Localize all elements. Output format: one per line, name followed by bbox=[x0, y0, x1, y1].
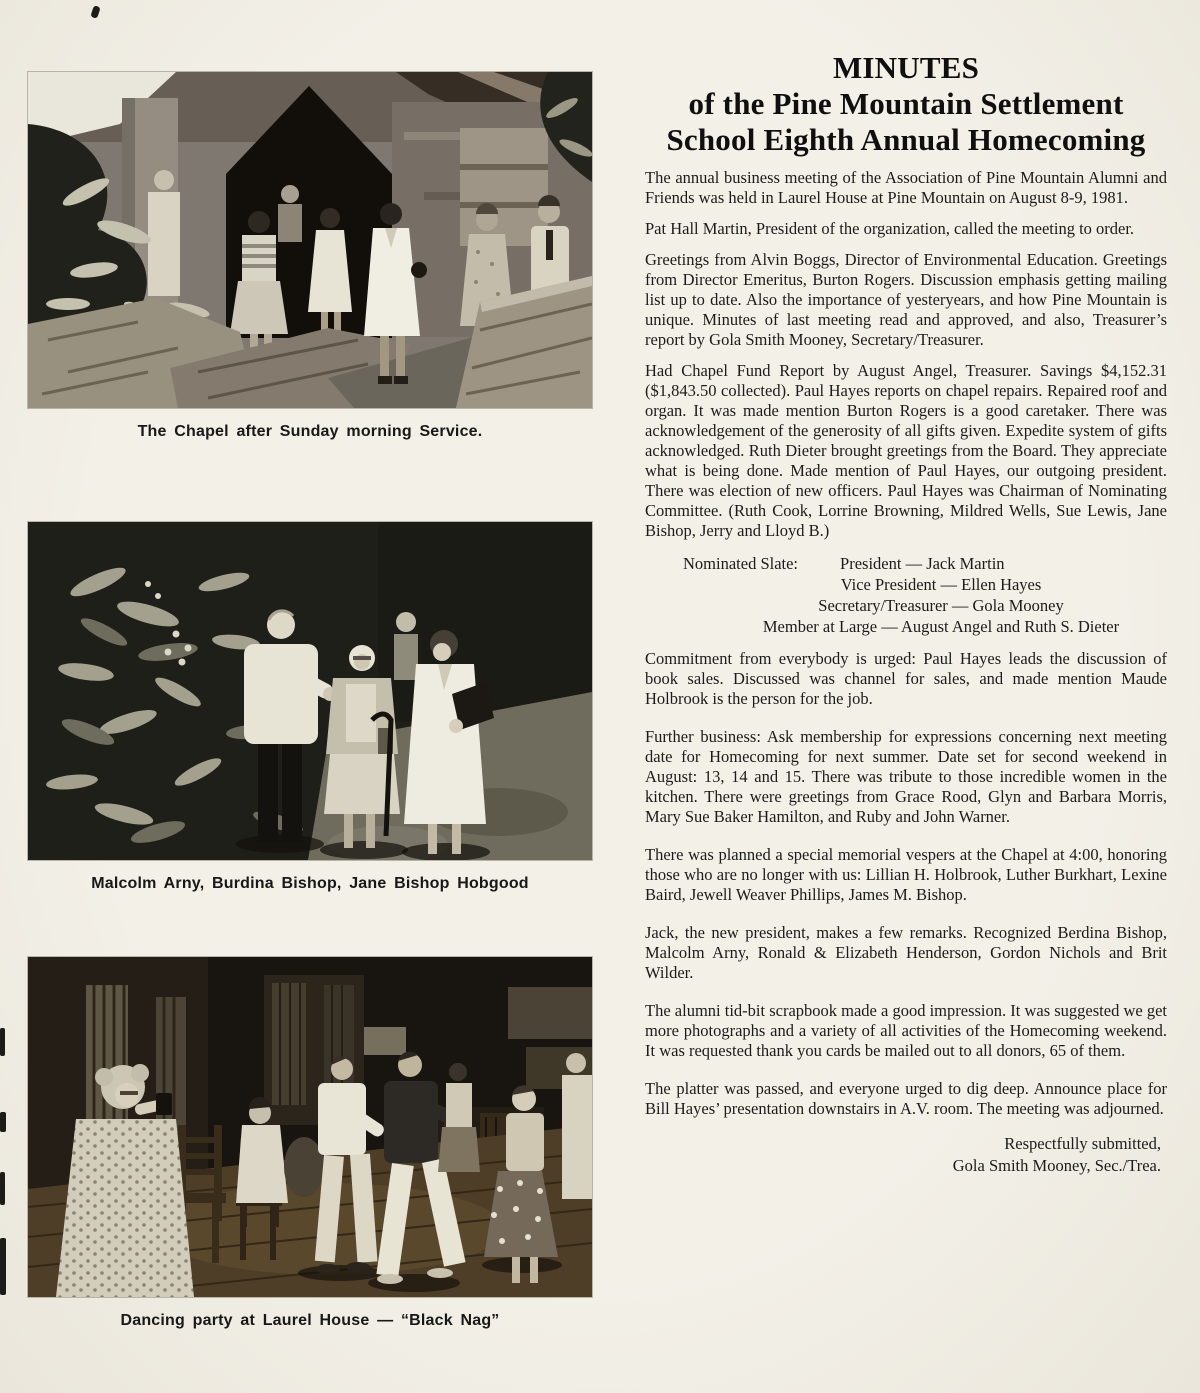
signature-block bbox=[645, 1133, 1167, 1177]
signature-line-2: Gola Smith Mooney, Sec./Trea. bbox=[952, 1156, 1161, 1175]
scan-artifact bbox=[0, 1028, 5, 1056]
title-line-3: School Eighth Annual Homecoming bbox=[666, 122, 1146, 157]
scan-artifact bbox=[0, 1112, 6, 1132]
signature-line-1: Respectfully submitted, bbox=[1004, 1134, 1161, 1153]
chapel-photo-image bbox=[28, 72, 592, 408]
scan-artifact bbox=[90, 5, 100, 19]
slate-line bbox=[645, 553, 1167, 574]
paragraph: The alumni tid-bit scrapbook made a good impression. It was suggested we get more photographs and a variety of all activities of the Homecoming weekend. It was requested thank you cards be mailed out to all donors, 65 of them. bbox=[645, 1001, 1167, 1060]
paragraph: Commitment from everybody is urged: Paul Hayes leads the discussion of book sales. Discussed was channel for sales, and made mention Maude Holbrook is the person for the job. bbox=[645, 649, 1167, 708]
paragraph: The annual business meeting of the Association of Pine Mountain Alumni and Friends was held in Laurel House at Pine Mountain on August 8-9, 1981. bbox=[645, 168, 1167, 207]
paragraph: Further business: Ask membership for expressions concerning next meeting date for Homecoming for next summer. Date set for second weekend in August: 13, 14 and 15. There was tribute to those incredible women in the kitchen. There were greetings from Grace Rood, Glyn and Barbara Morris, Mary Sue Baker Hamilton, and Ruby and John Warner. bbox=[645, 727, 1167, 826]
scan-artifact bbox=[0, 1238, 6, 1295]
dance-photo-image bbox=[28, 957, 592, 1297]
scan-artifact bbox=[0, 1172, 5, 1205]
minutes-body bbox=[645, 168, 1167, 1119]
page-title bbox=[645, 50, 1167, 158]
paragraph: The platter was passed, and everyone urged to dig deep. Announce place for Bill Hayes’ presentation downstairs in A.V. room. The meeting was adjourned. bbox=[645, 1079, 1167, 1118]
paragraph: Jack, the new president, makes a few remarks. Recognized Berdina Bishop, Malcolm Arny, Ronald & Elizabeth Henderson, Gordon Nichols and Brit Wilder. bbox=[645, 923, 1167, 982]
paragraph: Had Chapel Fund Report by August Angel, Treasurer. Savings $4,152.31 ($1,843.50 collected). Paul Hayes reports on chapel repairs. Repaired roof and organ. It was made mention Burton Rogers is a good caretaker. There was acknowledgement of the generosity of all gifts given. Expedite system of gifts acknowledged. Ruth Dieter brought greetings from the Board. They appreciate what is being done. Made mention of Paul Hayes, our outgoing president. There was election of new officers. Paul Hayes was Chairman of Nominating Committee. (Ruth Cook, Lorrine Browning, Mildred Wells, Sue Lewis, Jane Bishop, Jerry and Lloyd B.) bbox=[645, 361, 1167, 540]
dance-photo bbox=[28, 957, 592, 1297]
slate-value: President — Jack Martin bbox=[840, 554, 1005, 573]
photo-block-chapel bbox=[28, 72, 592, 441]
paragraph: There was planned a special memorial vespers at the Chapel at 4:00, honoring those who are no longer with us: Lillian H. Holbrook, Luther Burkhart, Lexine Baird, Jewell Weaver Phillips, James M. Bishop. bbox=[645, 845, 1167, 904]
minutes-column bbox=[645, 50, 1167, 1177]
dance-photo-caption: Dancing party at Laurel House — “Black Nag” bbox=[120, 1312, 500, 1329]
group-photo-caption: Malcolm Arny, Burdina Bishop, Jane Bishop Hobgood bbox=[91, 875, 529, 892]
title-line-1: MINUTES bbox=[832, 50, 980, 85]
nominated-slate bbox=[645, 553, 1167, 637]
slate-line: Secretary/Treasurer — Gola Mooney bbox=[818, 596, 1064, 615]
group-photo-image bbox=[28, 522, 592, 860]
slate-label: Nominated Slate: bbox=[683, 554, 799, 573]
photo-block-dance bbox=[28, 957, 592, 1330]
chapel-photo bbox=[28, 72, 592, 408]
chapel-photo-caption: The Chapel after Sunday morning Service. bbox=[137, 423, 483, 440]
slate-line: Vice President — Ellen Hayes bbox=[840, 575, 1042, 594]
photo-block-group bbox=[28, 522, 592, 893]
title-line-2: of the Pine Mountain Settlement bbox=[688, 86, 1124, 121]
paragraph: Greetings from Alvin Boggs, Director of Environmental Education. Greetings from Director Emeritus, Burton Rogers. Discussion emphasis getting mailing list up to date. Also the importance of yesteryears, and how Pine Mountain is unique. Minutes of last meeting read and approved, and also, Treasurer’s report by Gola Smith Mooney, Secretary/Treasurer. bbox=[645, 250, 1167, 349]
slate-line: Member at Large — August Angel and Ruth S. Dieter bbox=[762, 617, 1120, 636]
paragraph: Pat Hall Martin, President of the organization, called the meeting to order. bbox=[645, 219, 1135, 238]
group-photo bbox=[28, 522, 592, 860]
